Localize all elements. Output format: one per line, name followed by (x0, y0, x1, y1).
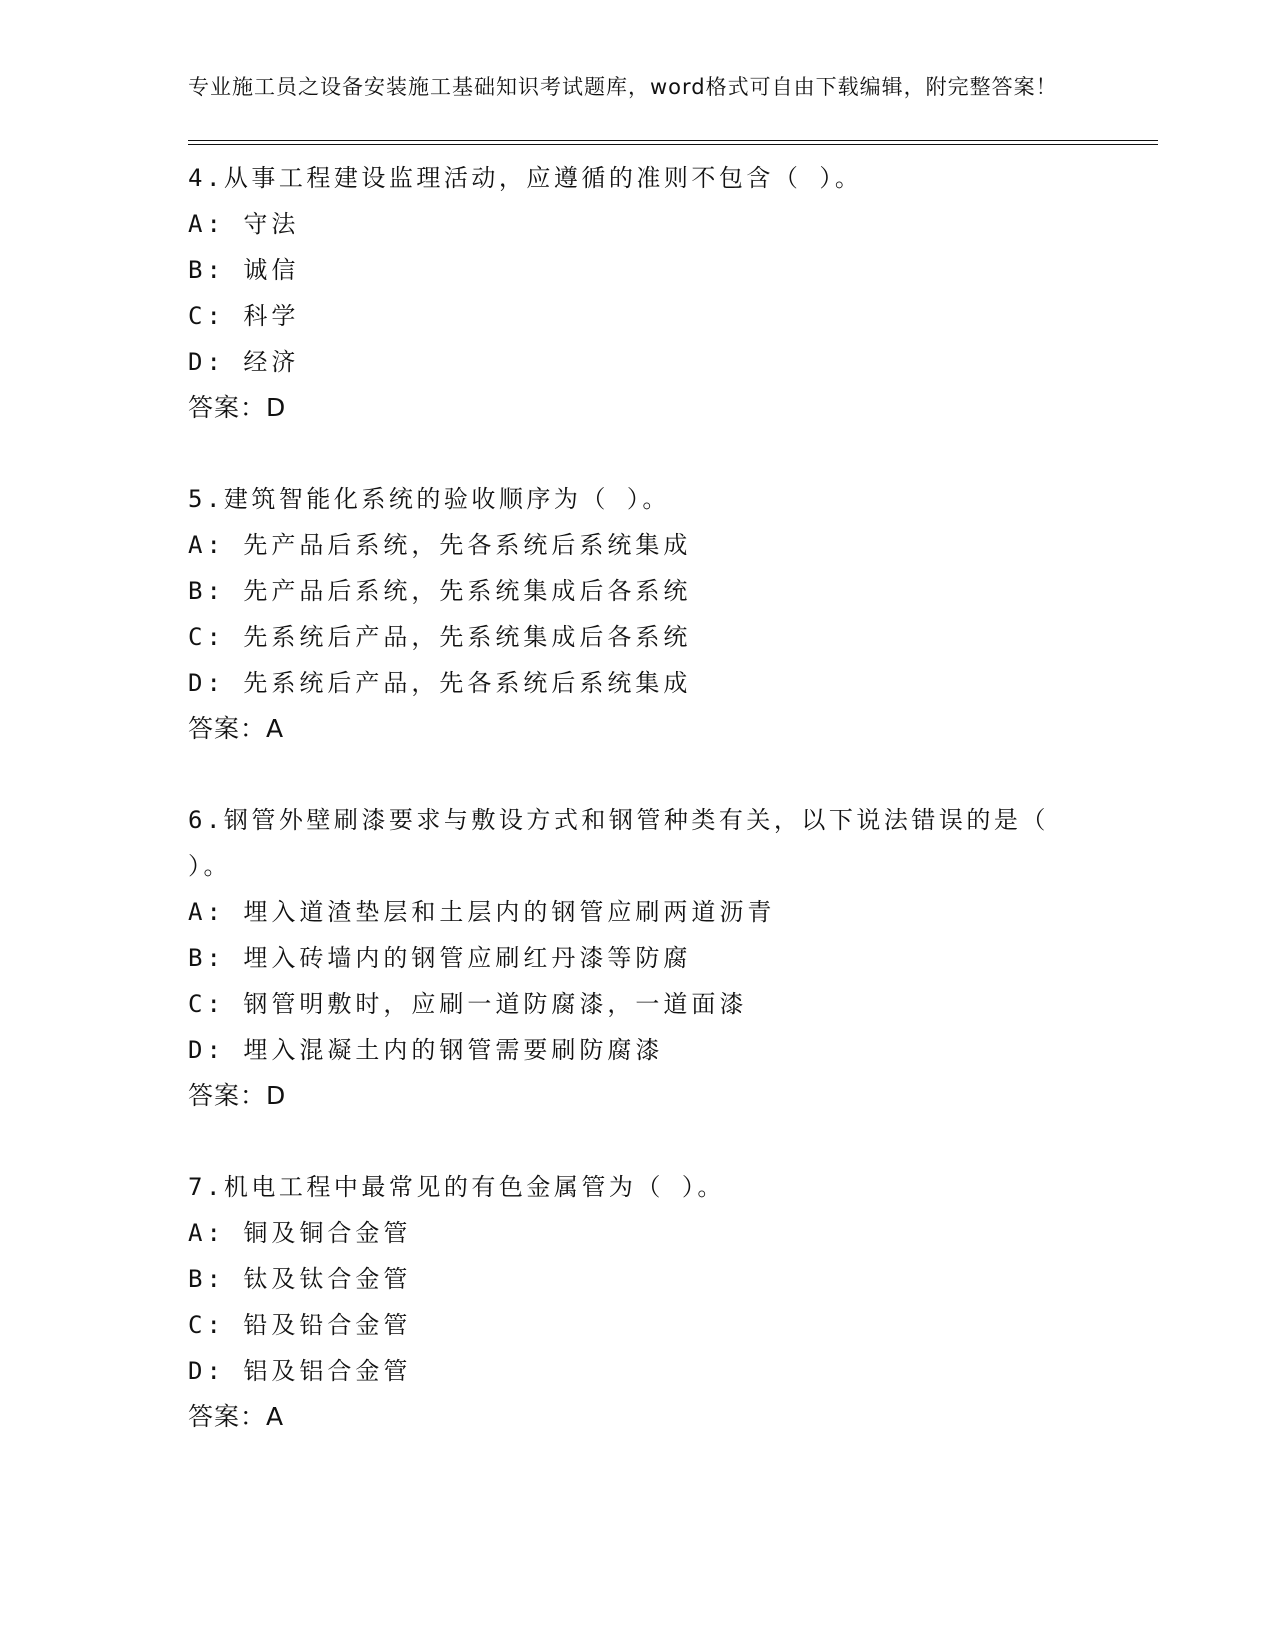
option-c: C: 钢管明敷时，应刷一道防腐漆，一道面漆 (188, 990, 748, 1018)
option-a: A: 铜及铜合金管 (188, 1219, 412, 1247)
question-stem: 4.从事工程建设监理活动，应遵循的准则不包含（ ）。 (188, 164, 863, 192)
option-c: C: 科学 (188, 302, 300, 330)
option-d: D: 经济 (188, 348, 300, 376)
option-d: D: 铝及铝合金管 (188, 1357, 412, 1385)
answer-line: 答案：D (188, 393, 287, 422)
option-b: B: 诚信 (188, 256, 300, 284)
option-d: D: 埋入混凝土内的钢管需要刷防腐漆 (188, 1036, 664, 1064)
answer-line: 答案：A (188, 1402, 285, 1431)
option-a: A: 守法 (188, 210, 300, 238)
question-7 (188, 1164, 1158, 1440)
document-header: 专业施工员之设备安装施工基础知识考试题库，word格式可自由下载编辑，附完整答案！ (188, 75, 1058, 99)
option-b: B: 钛及钛合金管 (188, 1265, 412, 1293)
question-stem: 5.建筑智能化系统的验收顺序为（ ）。 (188, 485, 670, 513)
option-a: A: 埋入道渣垫层和土层内的钢管应刷两道沥青 (188, 898, 776, 926)
option-c: C: 先系统后产品，先系统集成后各系统 (188, 623, 692, 651)
question-6 (188, 797, 1158, 1119)
answer-line: 答案：A (188, 714, 285, 743)
option-b: B: 埋入砖墙内的钢管应刷红丹漆等防腐 (188, 944, 692, 972)
header-divider (188, 140, 1158, 145)
question-stem: 7.机电工程中最常见的有色金属管为（ ）。 (188, 1173, 725, 1201)
option-c: C: 铅及铅合金管 (188, 1311, 412, 1339)
option-b: B: 先产品后系统，先系统集成后各系统 (188, 577, 692, 605)
option-a: A: 先产品后系统，先各系统后系统集成 (188, 531, 692, 559)
question-4 (188, 155, 1158, 431)
question-stem: 6.钢管外壁刷漆要求与敷设方式和钢管种类有关，以下说法错误的是（ ）。 (188, 806, 1067, 880)
option-d: D: 先系统后产品，先各系统后系统集成 (188, 669, 692, 697)
document-page (188, 70, 1158, 1440)
question-5 (188, 476, 1158, 752)
answer-line: 答案：D (188, 1081, 287, 1110)
